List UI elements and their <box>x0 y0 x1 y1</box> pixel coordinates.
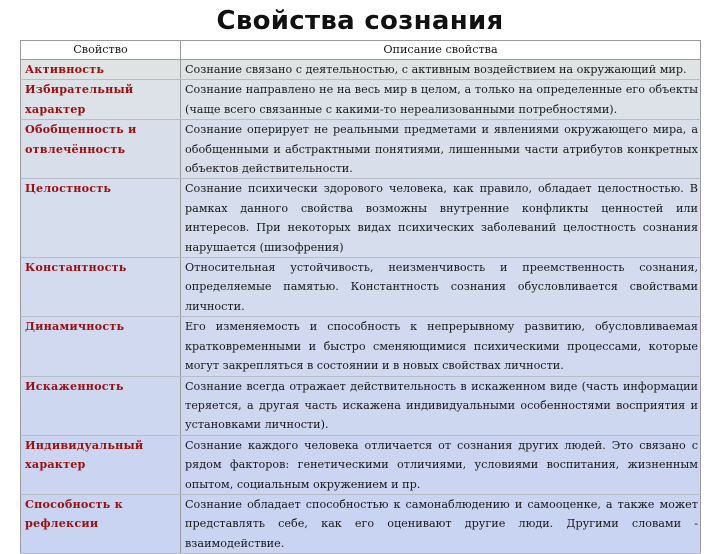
table-row <box>21 179 701 258</box>
property-name: Константность <box>21 258 181 317</box>
property-description: Сознание обладает способностью к самонаблюдению и самооценке, а также может представлять себе, как его оценивают другие люди. Другими словами - взаимодействие. <box>181 494 701 553</box>
property-description: Сознание направлено не на весь мир в целом, а только на определенные его объекты (чаще всего связанные с какими-то нереализованными потребностями). <box>181 80 701 120</box>
table-row <box>21 60 701 80</box>
property-name: Избирательный характер <box>21 80 181 120</box>
property-description: Относительная устойчивость, неизменчивость и преемственность сознания, определяемые памятью. Константность сознания обусловливается свойствами личности. <box>181 258 701 317</box>
property-description: Его изменяемость и способность к непрерывному развитию, обусловливаемая кратковременными и быстро сменяющимися психическими процессами, которые могут закрепляться в состоянии и в новых свойствах личности. <box>181 317 701 376</box>
table-row <box>21 494 701 553</box>
property-name: Целостность <box>21 179 181 258</box>
property-name: Индивидуальный характер <box>21 435 181 494</box>
property-description: Сознание связано с деятельностью, с активным воздействием на окружающий мир. <box>181 60 701 80</box>
column-header-property: Свойство <box>21 41 181 60</box>
property-name: Искаженность <box>21 376 181 435</box>
property-name: Обобщенность и отвлечённость <box>21 120 181 179</box>
property-description: Сознание оперирует не реальными предметами и явлениями окружающего мира, а обобщенными и абстрактными понятиями, лишенными части атрибутов конкретных объектов действительности. <box>181 120 701 179</box>
table-header-row <box>21 41 701 60</box>
property-name: Активность <box>21 60 181 80</box>
property-description: Сознание каждого человека отличается от сознания других людей. Это связано с рядом факторов: генетическими отличиями, условиями воспитания, жизненным опытом, социальным окружением и пр. <box>181 435 701 494</box>
table-row <box>21 120 701 179</box>
property-name: Способность к рефлексии <box>21 494 181 553</box>
table-row <box>21 435 701 494</box>
column-header-description: Описание свойства <box>181 41 701 60</box>
table-row <box>21 376 701 435</box>
slide-title: Свойства сознания <box>216 6 504 36</box>
table-row <box>21 317 701 376</box>
properties-table <box>20 40 701 554</box>
property-name: Динамичность <box>21 317 181 376</box>
property-description: Сознание всегда отражает действительность в искаженном виде (часть информации теряется, а другая часть искажена индивидуальными особенностями восприятия и установками личности). <box>181 376 701 435</box>
table-row <box>21 80 701 120</box>
table-row <box>21 258 701 317</box>
property-description: Сознание психически здорового человека, как правило, обладает целостностью. В рамках данного свойства возможны внутренние конфликты ценностей или интересов. При некоторых видах психических заболеваний целостность сознания нарушается (шизофрения) <box>181 179 701 258</box>
